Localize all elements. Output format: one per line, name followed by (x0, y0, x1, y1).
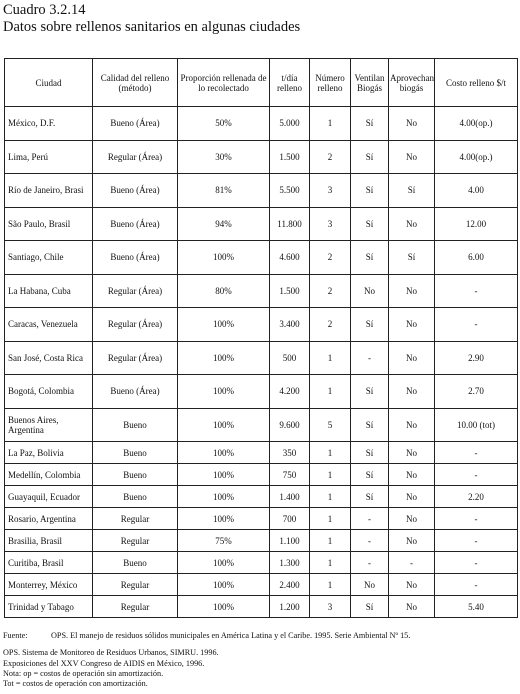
cell-quality: Bueno (Área) (93, 174, 178, 208)
cell-tons-per-day: 1.500 (270, 140, 310, 174)
cell-proportion: 100% (178, 464, 270, 486)
cell-number: 1 (310, 375, 351, 409)
cell-use-biogas: No (389, 140, 435, 174)
cell-quality: Regular (Área) (93, 140, 178, 174)
cell-use-biogas: Sí (389, 174, 435, 208)
cell-city: Lima, Perú (5, 140, 93, 174)
cell-number: 1 (310, 107, 351, 141)
cell-use-biogas: No (389, 486, 435, 508)
cell-number: 3 (310, 596, 351, 618)
cell-cost: 12.00 (435, 207, 518, 241)
cell-quality: Regular (Área) (93, 308, 178, 342)
cell-proportion: 75% (178, 530, 270, 552)
cell-proportion: 30% (178, 140, 270, 174)
cell-vent-biogas: Sí (351, 174, 389, 208)
table-row (5, 174, 518, 208)
cell-use-biogas: No (389, 574, 435, 596)
header-city: Ciudad (5, 59, 93, 107)
cell-number: 2 (310, 140, 351, 174)
cell-use-biogas: No (389, 530, 435, 552)
cell-tons-per-day: 1.300 (270, 552, 310, 574)
cell-vent-biogas: Sí (351, 308, 389, 342)
header-number: Número relleno (310, 59, 351, 107)
cell-cost: - (435, 274, 518, 308)
header-cost: Costo relleno $/t (435, 59, 518, 107)
cell-use-biogas: No (389, 442, 435, 464)
cell-quality: Bueno (93, 442, 178, 464)
cell-vent-biogas: No (351, 274, 389, 308)
cell-tons-per-day: 1.100 (270, 530, 310, 552)
cell-vent-biogas: Sí (351, 596, 389, 618)
cell-quality: Bueno (Área) (93, 375, 178, 409)
footnote-line: Exposiciones del XXV Congreso de AIDIS en México, 1996. (3, 658, 205, 668)
cell-quality: Bueno (Área) (93, 207, 178, 241)
cell-number: 1 (310, 574, 351, 596)
table-row (5, 442, 518, 464)
cell-proportion: 100% (178, 508, 270, 530)
cell-tons-per-day: 9.600 (270, 408, 310, 442)
table-row (5, 341, 518, 375)
footnote-line: Nota: op = costos de operación sin amortización. (3, 668, 164, 678)
footnote-line: Tot = costos de operación con amortización. (3, 679, 148, 689)
cell-number: 2 (310, 308, 351, 342)
table-caption-title: Datos sobre rellenos sanitarios en algunas ciudades (3, 19, 301, 35)
cell-vent-biogas: Sí (351, 375, 389, 409)
cell-use-biogas: Sí (389, 241, 435, 275)
header-use-biogas: Aprovechan biogás (389, 59, 435, 107)
cell-city: Caracas, Venezuela (5, 308, 93, 342)
cell-number: 1 (310, 464, 351, 486)
table-caption-number: Cuadro 3.2.14 (3, 2, 86, 18)
cell-cost: - (435, 308, 518, 342)
cell-cost: 6.00 (435, 241, 518, 275)
cell-quality: Bueno (93, 464, 178, 486)
cell-city: Buenos Aires, Argentina (5, 408, 93, 442)
header-quality: Calidad del relleno (método) (93, 59, 178, 107)
cell-number: 1 (310, 552, 351, 574)
cell-quality: Bueno (Área) (93, 107, 178, 141)
cell-use-biogas: - (389, 552, 435, 574)
cell-use-biogas: No (389, 107, 435, 141)
cell-tons-per-day: 2.400 (270, 574, 310, 596)
footnote-line: OPS. Sistema de Monitoreo de Residuos Urbanos, SIMRU. 1996. (3, 648, 219, 658)
cell-proportion: 100% (178, 552, 270, 574)
cell-cost: - (435, 552, 518, 574)
cell-tons-per-day: 1.200 (270, 596, 310, 618)
table-row (5, 207, 518, 241)
cell-vent-biogas: Sí (351, 207, 389, 241)
cell-number: 1 (310, 530, 351, 552)
table-row (5, 375, 518, 409)
cell-tons-per-day: 11.800 (270, 207, 310, 241)
cell-cost: - (435, 530, 518, 552)
cell-cost: 4.00(op.) (435, 140, 518, 174)
cell-city: Trinidad y Tabago (5, 596, 93, 618)
cell-cost: - (435, 464, 518, 486)
cell-quality: Regular (93, 530, 178, 552)
cell-tons-per-day: 1.400 (270, 486, 310, 508)
cell-cost: - (435, 442, 518, 464)
cell-number: 1 (310, 508, 351, 530)
cell-vent-biogas: No (351, 574, 389, 596)
cell-cost: 10.00 (tot) (435, 408, 518, 442)
source-note (3, 631, 517, 641)
cell-vent-biogas: - (351, 530, 389, 552)
cell-tons-per-day: 5.000 (270, 107, 310, 141)
table-row (5, 308, 518, 342)
cell-quality: Bueno (93, 408, 178, 442)
cell-use-biogas: No (389, 464, 435, 486)
table-row (5, 508, 518, 530)
cell-proportion: 100% (178, 408, 270, 442)
cell-city: Rosario, Argentina (5, 508, 93, 530)
cell-cost: 5.40 (435, 596, 518, 618)
cell-use-biogas: No (389, 508, 435, 530)
cell-proportion: 100% (178, 486, 270, 508)
cell-quality: Bueno (93, 552, 178, 574)
header-tons-per-day: t/día relleno (270, 59, 310, 107)
table-row (5, 574, 518, 596)
cell-use-biogas: No (389, 308, 435, 342)
cell-proportion: 100% (178, 574, 270, 596)
cell-number: 5 (310, 408, 351, 442)
cell-vent-biogas: Sí (351, 486, 389, 508)
cell-use-biogas: No (389, 274, 435, 308)
cell-tons-per-day: 1.500 (270, 274, 310, 308)
source-text: OPS. El manejo de residuos sólidos municipales en América Latina y el Caribe. 1995. Serie Ambiental Nº 15. (51, 631, 411, 640)
cell-city: Medellín, Colombia (5, 464, 93, 486)
cell-cost: 4.00 (435, 174, 518, 208)
header-vent-biogas: Ventilan Biogás (351, 59, 389, 107)
cell-proportion: 100% (178, 241, 270, 275)
cell-quality: Bueno (Área) (93, 241, 178, 275)
table-row (5, 596, 518, 618)
cell-number: 1 (310, 486, 351, 508)
cell-cost: 2.70 (435, 375, 518, 409)
cell-city: La Habana, Cuba (5, 274, 93, 308)
cell-tons-per-day: 5.500 (270, 174, 310, 208)
cell-proportion: 50% (178, 107, 270, 141)
cell-use-biogas: No (389, 341, 435, 375)
cell-vent-biogas: Sí (351, 107, 389, 141)
cell-city: México, D.F. (5, 107, 93, 141)
table-row (5, 408, 518, 442)
table-row (5, 552, 518, 574)
table-row (5, 241, 518, 275)
cell-cost: - (435, 508, 518, 530)
table-header-row (5, 59, 518, 107)
cell-use-biogas: No (389, 375, 435, 409)
cell-vent-biogas: Sí (351, 464, 389, 486)
source-label: Fuente: (3, 631, 28, 640)
cell-proportion: 80% (178, 274, 270, 308)
cell-number: 2 (310, 241, 351, 275)
cell-vent-biogas: Sí (351, 241, 389, 275)
cell-quality: Regular (93, 508, 178, 530)
cell-quality: Regular (Área) (93, 341, 178, 375)
cell-city: San José, Costa Rica (5, 341, 93, 375)
cell-city: Curitiba, Brasil (5, 552, 93, 574)
cell-tons-per-day: 3.400 (270, 308, 310, 342)
cell-tons-per-day: 700 (270, 508, 310, 530)
table-row (5, 140, 518, 174)
cell-proportion: 100% (178, 341, 270, 375)
cell-quality: Regular (Área) (93, 274, 178, 308)
cell-vent-biogas: - (351, 508, 389, 530)
cell-number: 1 (310, 341, 351, 375)
cell-city: Brasilia, Brasil (5, 530, 93, 552)
cell-proportion: 94% (178, 207, 270, 241)
cell-tons-per-day: 4.600 (270, 241, 310, 275)
cell-cost: - (435, 574, 518, 596)
cell-quality: Regular (93, 596, 178, 618)
cell-number: 2 (310, 274, 351, 308)
cell-tons-per-day: 350 (270, 442, 310, 464)
table-row (5, 486, 518, 508)
cell-proportion: 100% (178, 375, 270, 409)
cell-city: Santiago, Chile (5, 241, 93, 275)
cell-cost: 4.00(op.) (435, 107, 518, 141)
cell-vent-biogas: - (351, 341, 389, 375)
cell-tons-per-day: 500 (270, 341, 310, 375)
cell-tons-per-day: 750 (270, 464, 310, 486)
cell-city: São Paulo, Brasil (5, 207, 93, 241)
table-footnotes (3, 631, 517, 689)
landfill-data-table (4, 58, 518, 618)
cell-vent-biogas: Sí (351, 442, 389, 464)
cell-number: 3 (310, 207, 351, 241)
cell-city: Bogotá, Colombia (5, 375, 93, 409)
cell-city: Monterrey, México (5, 574, 93, 596)
header-proportion: Proporción rellenada de lo recolectado (178, 59, 270, 107)
cell-proportion: 100% (178, 596, 270, 618)
cell-vent-biogas: Sí (351, 140, 389, 174)
cell-use-biogas: No (389, 596, 435, 618)
cell-proportion: 100% (178, 442, 270, 464)
cell-number: 3 (310, 174, 351, 208)
cell-city: La Paz, Bolivia (5, 442, 93, 464)
cell-quality: Regular (93, 574, 178, 596)
cell-city: Río de Janeiro, Brasi (5, 174, 93, 208)
cell-vent-biogas: Sí (351, 408, 389, 442)
table-row (5, 464, 518, 486)
cell-proportion: 100% (178, 308, 270, 342)
cell-city: Guayaquil, Ecuador (5, 486, 93, 508)
table-row (5, 530, 518, 552)
cell-tons-per-day: 4.200 (270, 375, 310, 409)
table-row (5, 274, 518, 308)
cell-vent-biogas: - (351, 552, 389, 574)
cell-number: 1 (310, 442, 351, 464)
cell-cost: 2.90 (435, 341, 518, 375)
cell-use-biogas: No (389, 408, 435, 442)
cell-use-biogas: No (389, 207, 435, 241)
cell-quality: Bueno (93, 486, 178, 508)
cell-cost: 2.20 (435, 486, 518, 508)
cell-proportion: 81% (178, 174, 270, 208)
table-row (5, 107, 518, 141)
